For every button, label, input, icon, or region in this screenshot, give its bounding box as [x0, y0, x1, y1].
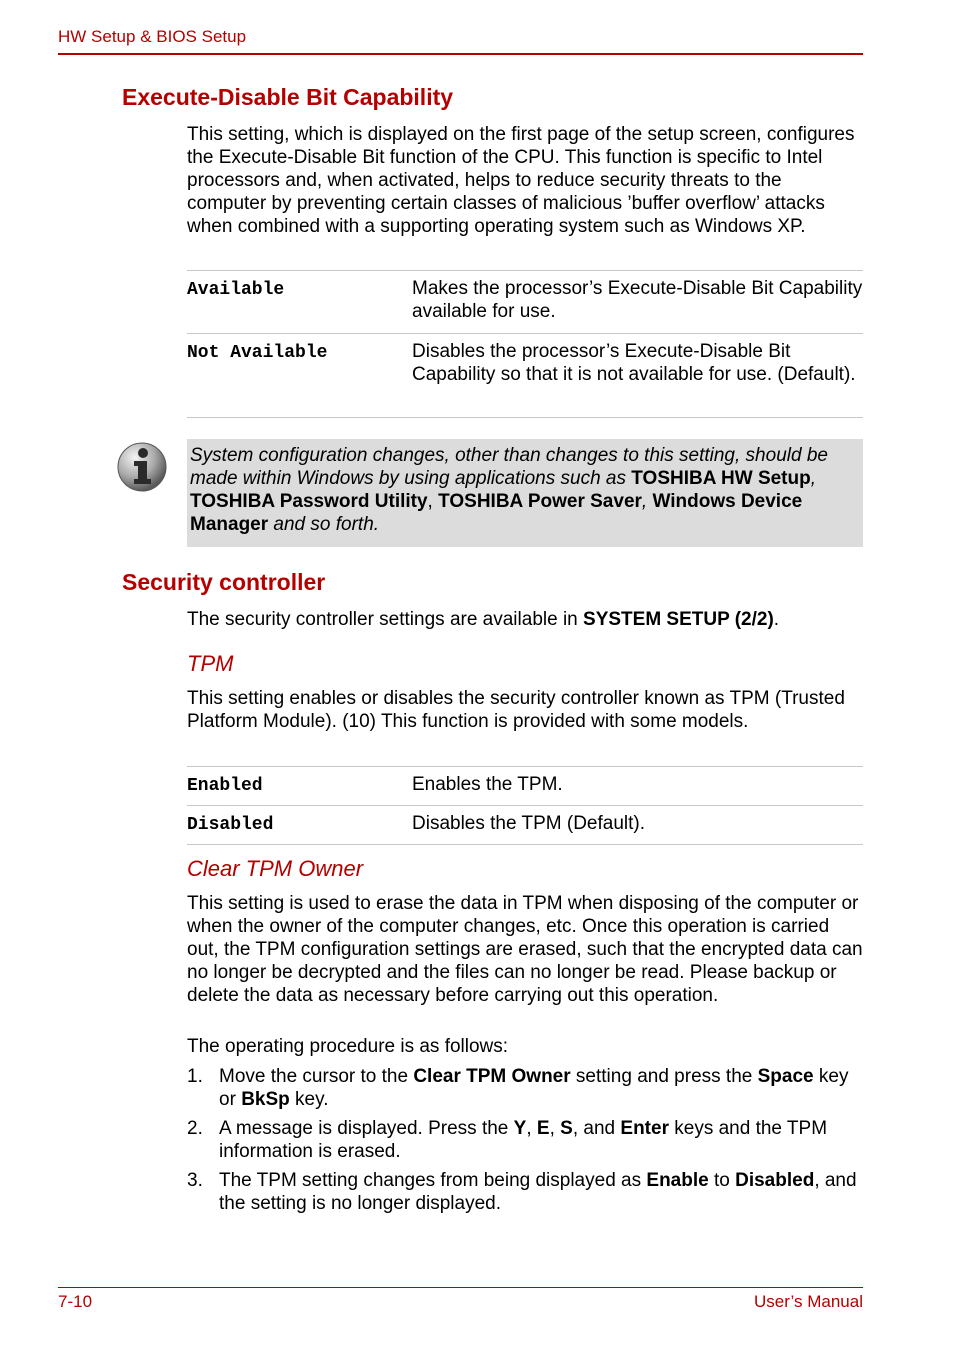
info-icon	[116, 441, 168, 493]
clear-tpm-body: This setting is used to erase the data in TPM when disposing of the computer or when the owner of the computer changes, etc. Once this operation is carried out, the TPM configuration settings are erased, such that the encrypted data can no longer be decrypted and the files can no longer be read. Please backup or delete the data as necessary before carrying out this operation.	[187, 893, 863, 1006]
option-desc: Disables the processor’s Execute-Disable Bit Capability so that it is not available for use. (Default).	[412, 341, 856, 385]
option-desc: Enables the TPM.	[412, 774, 563, 795]
procedure-intro: The operating procedure is as follows:	[187, 1036, 509, 1057]
running-header: HW Setup & BIOS Setup	[58, 27, 247, 46]
note-box	[187, 439, 863, 547]
list-item: 3. The TPM setting changes from being displayed as Enable to Disabled, and the setting is no longer displayed.	[187, 1170, 857, 1214]
section-title-execute-disable: Execute-Disable Bit Capability	[122, 84, 454, 110]
option-key: Available	[187, 280, 285, 300]
execute-disable-intro: This setting, which is displayed on the first page of the setup screen, configures the Execute-Disable Bit function of the CPU. This function is specific to Intel processors and, when activated, helps to reduce security threats to the computer by preventing certain classes of malicious ’buffer overflow’ attacks when combined with a supporting operating system such as Windows XP.	[187, 124, 855, 237]
option-key: Enabled	[187, 776, 263, 796]
header-rule	[58, 53, 863, 55]
option-key: Not Available	[187, 343, 328, 363]
tpm-body: This setting enables or disables the security controller known as TPM (Trusted Platform Module). (10) This function is provided with some models.	[187, 688, 845, 732]
table-row	[187, 334, 863, 418]
option-desc: Makes the processor’s Execute-Disable Bit Capability available for use.	[412, 278, 863, 322]
list-item: 1. Move the cursor to the Clear TPM Owner setting and press the Space key or BkSp key.	[187, 1066, 849, 1110]
option-desc: Disables the TPM (Default).	[412, 813, 646, 834]
note-text: System configuration changes, other than changes to this setting, should be made within Windows by using applications such as TOSHIBA HW Setup, TOSHIBA Password Utility, TOSHIBA Power Saver, Windows Device Manager and so forth.	[190, 445, 828, 535]
option-key: Disabled	[187, 815, 274, 835]
tpm-options-table	[187, 766, 863, 845]
subsection-title-clear-tpm-owner: Clear TPM Owner	[187, 856, 364, 881]
footer-rule	[58, 1287, 863, 1288]
execute-disable-options-table	[187, 270, 863, 418]
table-row	[187, 767, 863, 806]
page-number: 7-10	[58, 1292, 93, 1311]
subsection-title-tpm: TPM	[187, 651, 234, 676]
list-item: 2. A message is displayed. Press the Y, E, S, and Enter keys and the TPM information is erased.	[187, 1118, 828, 1162]
table-row	[187, 806, 863, 845]
section-title-security-controller: Security controller	[122, 569, 326, 595]
table-row	[187, 271, 863, 334]
security-controller-intro: The security controller settings are available in SYSTEM SETUP (2/2).	[187, 609, 780, 630]
procedure-steps	[187, 1065, 863, 1221]
manual-title: User’s Manual	[754, 1292, 863, 1311]
